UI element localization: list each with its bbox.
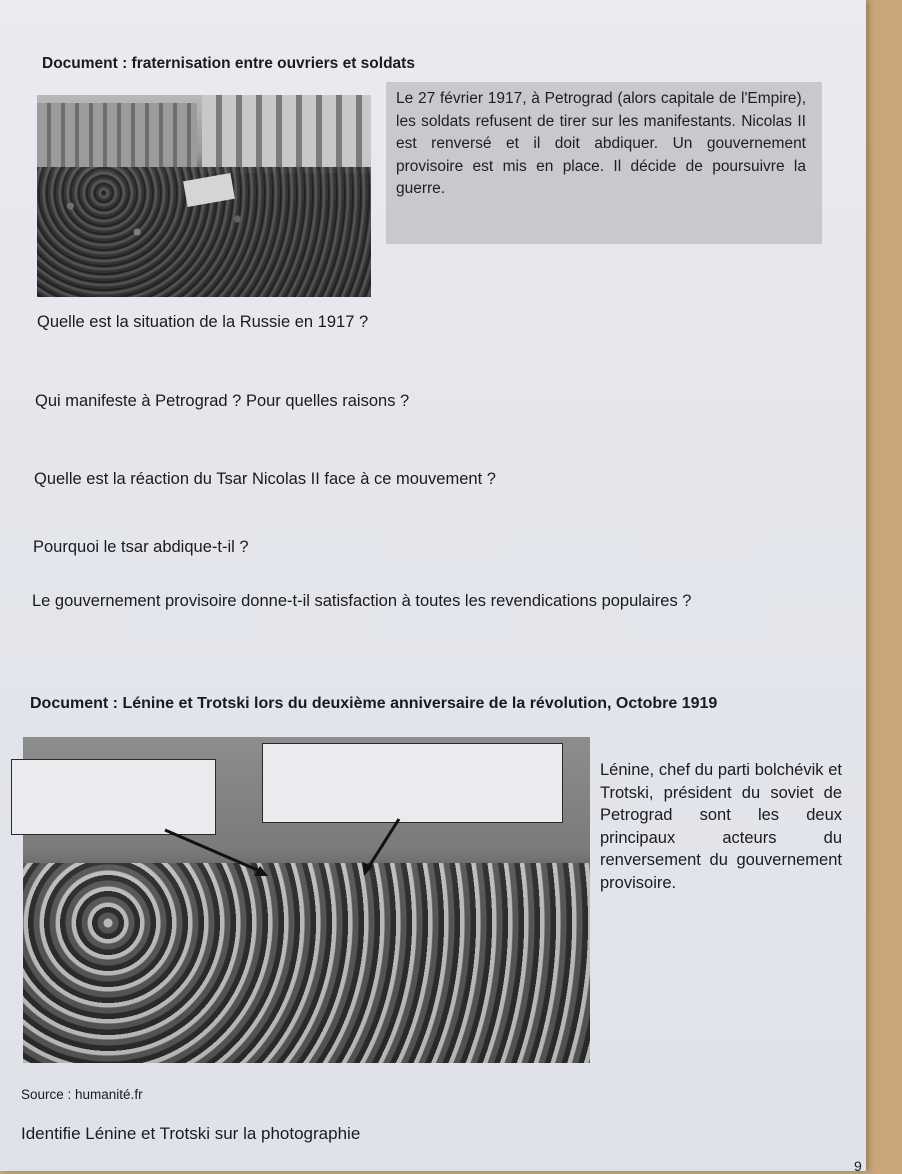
arrow-left <box>165 830 262 872</box>
question-3: Quelle est la réaction du Tsar Nicolas II face à ce mouvement ? <box>34 470 496 488</box>
question-5: Le gouvernement provisoire donne-t-il satisfaction à toutes les revendications populaires ? <box>32 592 692 610</box>
question-4: Pourquoi le tsar abdique-t-il ? <box>33 538 249 556</box>
doc1-text: Le 27 février 1917, à Petrograd (alors capitale de l'Empire), les soldats refusent de tirer sur les manifestants. Nicolas II est renversé et il doit abdiquer. Un gouvernement provisoire est mis en place. Il décide de poursuivre la guerre. <box>396 90 806 197</box>
source-credit: Source : humanité.fr <box>21 1087 143 1102</box>
doc2-title: Document : Lénine et Trotski lors du deuxième anniversaire de la révolution, Octobre 1919 <box>30 695 718 712</box>
instruction: Identifie Lénine et Trotski sur la photographie <box>21 1124 361 1143</box>
page-number: 9 <box>854 1158 862 1174</box>
doc1-title: Document : fraternisation entre ouvriers et soldats <box>42 55 415 72</box>
arrow-right <box>368 819 399 868</box>
question-2: Qui manifeste à Petrograd ? Pour quelles raisons ? <box>35 392 410 410</box>
question-1: Quelle est la situation de la Russie en 1917 ? <box>37 313 369 331</box>
doc2-text: Lénine, chef du parti bolchévik et Trotski, président du soviet de Petrograd sont les deux principaux acteurs du renversement du gouvernement provisoire. <box>600 761 842 892</box>
